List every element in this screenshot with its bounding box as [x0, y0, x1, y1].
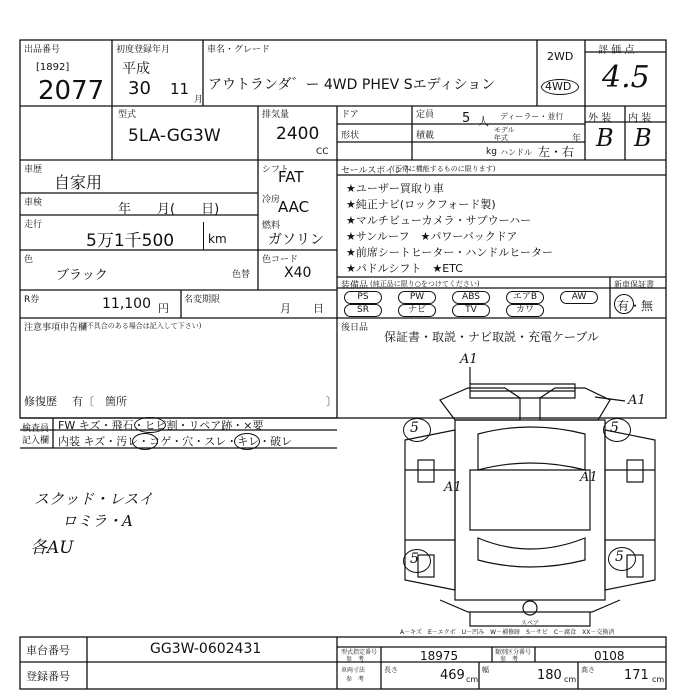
era: 平成 [122, 61, 150, 77]
capacity-label: 定員 [416, 110, 435, 120]
int-grade: B [634, 124, 652, 152]
capacity: 5 [462, 111, 471, 126]
yen-unit: 円 [158, 302, 169, 315]
equipment-sub: (純正品に限り○をつけてください) [370, 280, 480, 288]
km-divider [203, 222, 204, 250]
type-designation-sub: 参 考 [346, 656, 365, 663]
equip-leather: カワ [506, 304, 544, 317]
load-label: 積載 [416, 131, 435, 141]
int-label: 内 装 [628, 113, 652, 124]
color-no-label: 色替 [232, 270, 251, 280]
fuel-label: 燃料 [262, 221, 281, 231]
first-reg-label: 初度登録年月 [116, 45, 171, 55]
mileage-label: 走行 [24, 220, 43, 230]
length-unit: cm [466, 675, 479, 684]
handle-value: 左・右 [538, 145, 575, 159]
shaken-value: 年 月( 日) [118, 202, 220, 217]
damage-mark: 5 [410, 551, 419, 567]
ac-label: 冷房 [262, 195, 281, 205]
equip-pw: PW [398, 291, 436, 304]
legend: A－キズ E－エクボ U－凹み W－補修跡 S－サビ C－腐食 XX－交換済 [400, 629, 615, 636]
sales-point: ★マルチビューカメラ・サブウーハー [346, 214, 532, 227]
damage-mark: A1 [580, 470, 598, 485]
month: 11 [170, 80, 190, 98]
recycle-value: 11,100 [102, 296, 151, 312]
handwritten-note: 各AU [30, 538, 74, 558]
type-designation: 18975 [420, 649, 459, 663]
regno-label: 登録番号 [26, 670, 70, 683]
height-unit: cm [652, 675, 665, 684]
shift: FAT [278, 168, 304, 186]
notes-sub: (不具合のある場合は記入して下さい) [84, 322, 202, 330]
name-change-label: 名変期限 [184, 295, 221, 305]
length: 469 [440, 668, 465, 683]
eval-label: 評 価 点 [598, 45, 635, 56]
recycle-label: R券 [24, 295, 40, 305]
year-unit: 年 [572, 134, 582, 144]
chassis-no: GG3W-0602431 [150, 641, 262, 657]
class-sub: 参 考 [500, 656, 519, 663]
model-year-label-2: 年式 [494, 134, 508, 142]
damage-mark: A1 [444, 480, 462, 495]
sales-point: ★純正ナビ(ロックフォード製) [346, 198, 496, 211]
inspector-row-1: FW キズ・飛石・ヒビ割・リペア跡・×要 [58, 419, 264, 432]
car-name: アウトランダ゛ー 4WD PHEV Sエディション [208, 77, 496, 93]
sales-points-label: セールスポイント [341, 166, 413, 176]
fuel: ガソリン [268, 232, 324, 248]
model-grade-label: 車名・グレード [207, 45, 271, 55]
width-unit: cm [564, 675, 577, 684]
equipment-label: 装備品 [341, 281, 369, 291]
inspector-label-1: 検査員 [22, 424, 50, 434]
height-label: 高さ [581, 666, 595, 674]
drive-2wd: 2WD [547, 50, 574, 63]
car-damage-diagram [405, 367, 655, 626]
damage-mark: A1 [460, 352, 478, 367]
equip-aw: AW [560, 291, 598, 304]
repair-close: 〕 [326, 395, 337, 408]
type-designation-label: 型式指定番号 [341, 649, 378, 656]
damage-mark: 5 [610, 420, 619, 436]
damage-mark: 5 [615, 549, 624, 565]
color-label: 色 [24, 255, 34, 265]
sales-point: ★パドルシフト ★ETC [346, 262, 463, 275]
ext-grade: B [596, 124, 614, 152]
shaken-label: 車検 [24, 198, 43, 208]
ac: AAC [278, 198, 310, 216]
year: 30 [128, 78, 151, 99]
equip-abs: ABS [452, 291, 490, 304]
equip-ps: PS [344, 291, 382, 304]
lot-number: 2077 [38, 76, 105, 106]
warranty-value: 有・無 [617, 299, 654, 313]
displacement: 2400 [276, 124, 320, 144]
km-unit: km [208, 232, 227, 246]
equip-airbag: エアB [506, 291, 544, 304]
repair-label: 修復歴 [24, 395, 57, 408]
inspector-row-2: 内装 キズ・汚レ・コゲ・穴・スレ・キレ・破レ [58, 435, 293, 448]
inspector-label-2: 記入欄 [22, 436, 50, 446]
chassis-label: 車台番号 [26, 644, 70, 657]
length-label: 長さ [384, 666, 398, 674]
eval-score: 4.5 [602, 60, 650, 95]
lot-label: 出品番号 [24, 45, 61, 55]
dealer-label: ディーラー・並行 [500, 112, 564, 121]
door-label: ドア [341, 110, 359, 120]
sales-point: ★サンルーフ ★パワーバックドア [346, 230, 518, 243]
warranty-label: 新車保証書 [614, 280, 654, 289]
handle-label: ハンドル [500, 148, 532, 157]
warranty-circle [614, 294, 634, 314]
capacity-unit: 人 [478, 115, 489, 128]
class-label: 類別区分番号 [495, 649, 532, 656]
sales-point: ★ユーザー買取り車 [346, 182, 444, 195]
model-year-label: モデル [494, 126, 515, 134]
width: 180 [537, 668, 562, 683]
disp-label: 排気量 [262, 110, 290, 120]
equip-sr: SR [344, 304, 382, 317]
accessories-label: 後日品 [341, 323, 369, 333]
color-code: X40 [284, 265, 312, 281]
color-code-label: 色コード [262, 255, 299, 265]
mileage: 5万1千500 [86, 231, 175, 251]
damage-mark: A1 [628, 393, 646, 408]
size-label: 車両寸法 [341, 667, 366, 674]
damage-mark: 5 [410, 420, 419, 436]
type-label: 型式 [118, 110, 137, 120]
height: 171 [624, 668, 649, 683]
width-label: 幅 [482, 666, 489, 674]
shape-label: 形状 [341, 131, 360, 141]
repair-value: 有〔 箇所 [72, 395, 127, 408]
circle-mark [234, 433, 260, 450]
drive-4wd: 4WD [545, 80, 572, 93]
equip-tv: TV [452, 304, 490, 317]
sales-points-sub: (正常に機能するものに限ります) [392, 165, 496, 173]
handwritten-note: スクッド・レスイ [34, 490, 154, 508]
category-label: 車歴 [24, 165, 43, 175]
size-sub: 参 考 [346, 676, 365, 683]
notes-label: 注意事項申告欄 [24, 323, 88, 333]
accessories: 保証書・取説・ナビ取説・充電ケーブル [384, 330, 599, 344]
spare-label: スペア [521, 620, 540, 627]
shift-label: シフト [262, 165, 290, 175]
kg-unit: kg [486, 147, 497, 157]
cc-unit: CC [316, 147, 329, 157]
circle-mark [134, 417, 166, 433]
sales-point: ★前席シートヒーター・ハンドルヒーター [346, 246, 553, 259]
handwritten-note: ロミラ・A [62, 512, 133, 530]
model-code: 5LA-GG3W [128, 126, 221, 146]
class-no: 0108 [594, 649, 625, 663]
color: ブラック [56, 268, 108, 283]
ext-label: 外 装 [588, 113, 612, 124]
name-change-value: 月 日 [280, 302, 324, 315]
equip-navi: ナビ [398, 304, 436, 317]
lot-bracket: [1892] [36, 62, 70, 73]
month-unit: 月 [194, 95, 204, 105]
circle-mark [132, 433, 158, 450]
category: 自家用 [54, 173, 103, 192]
